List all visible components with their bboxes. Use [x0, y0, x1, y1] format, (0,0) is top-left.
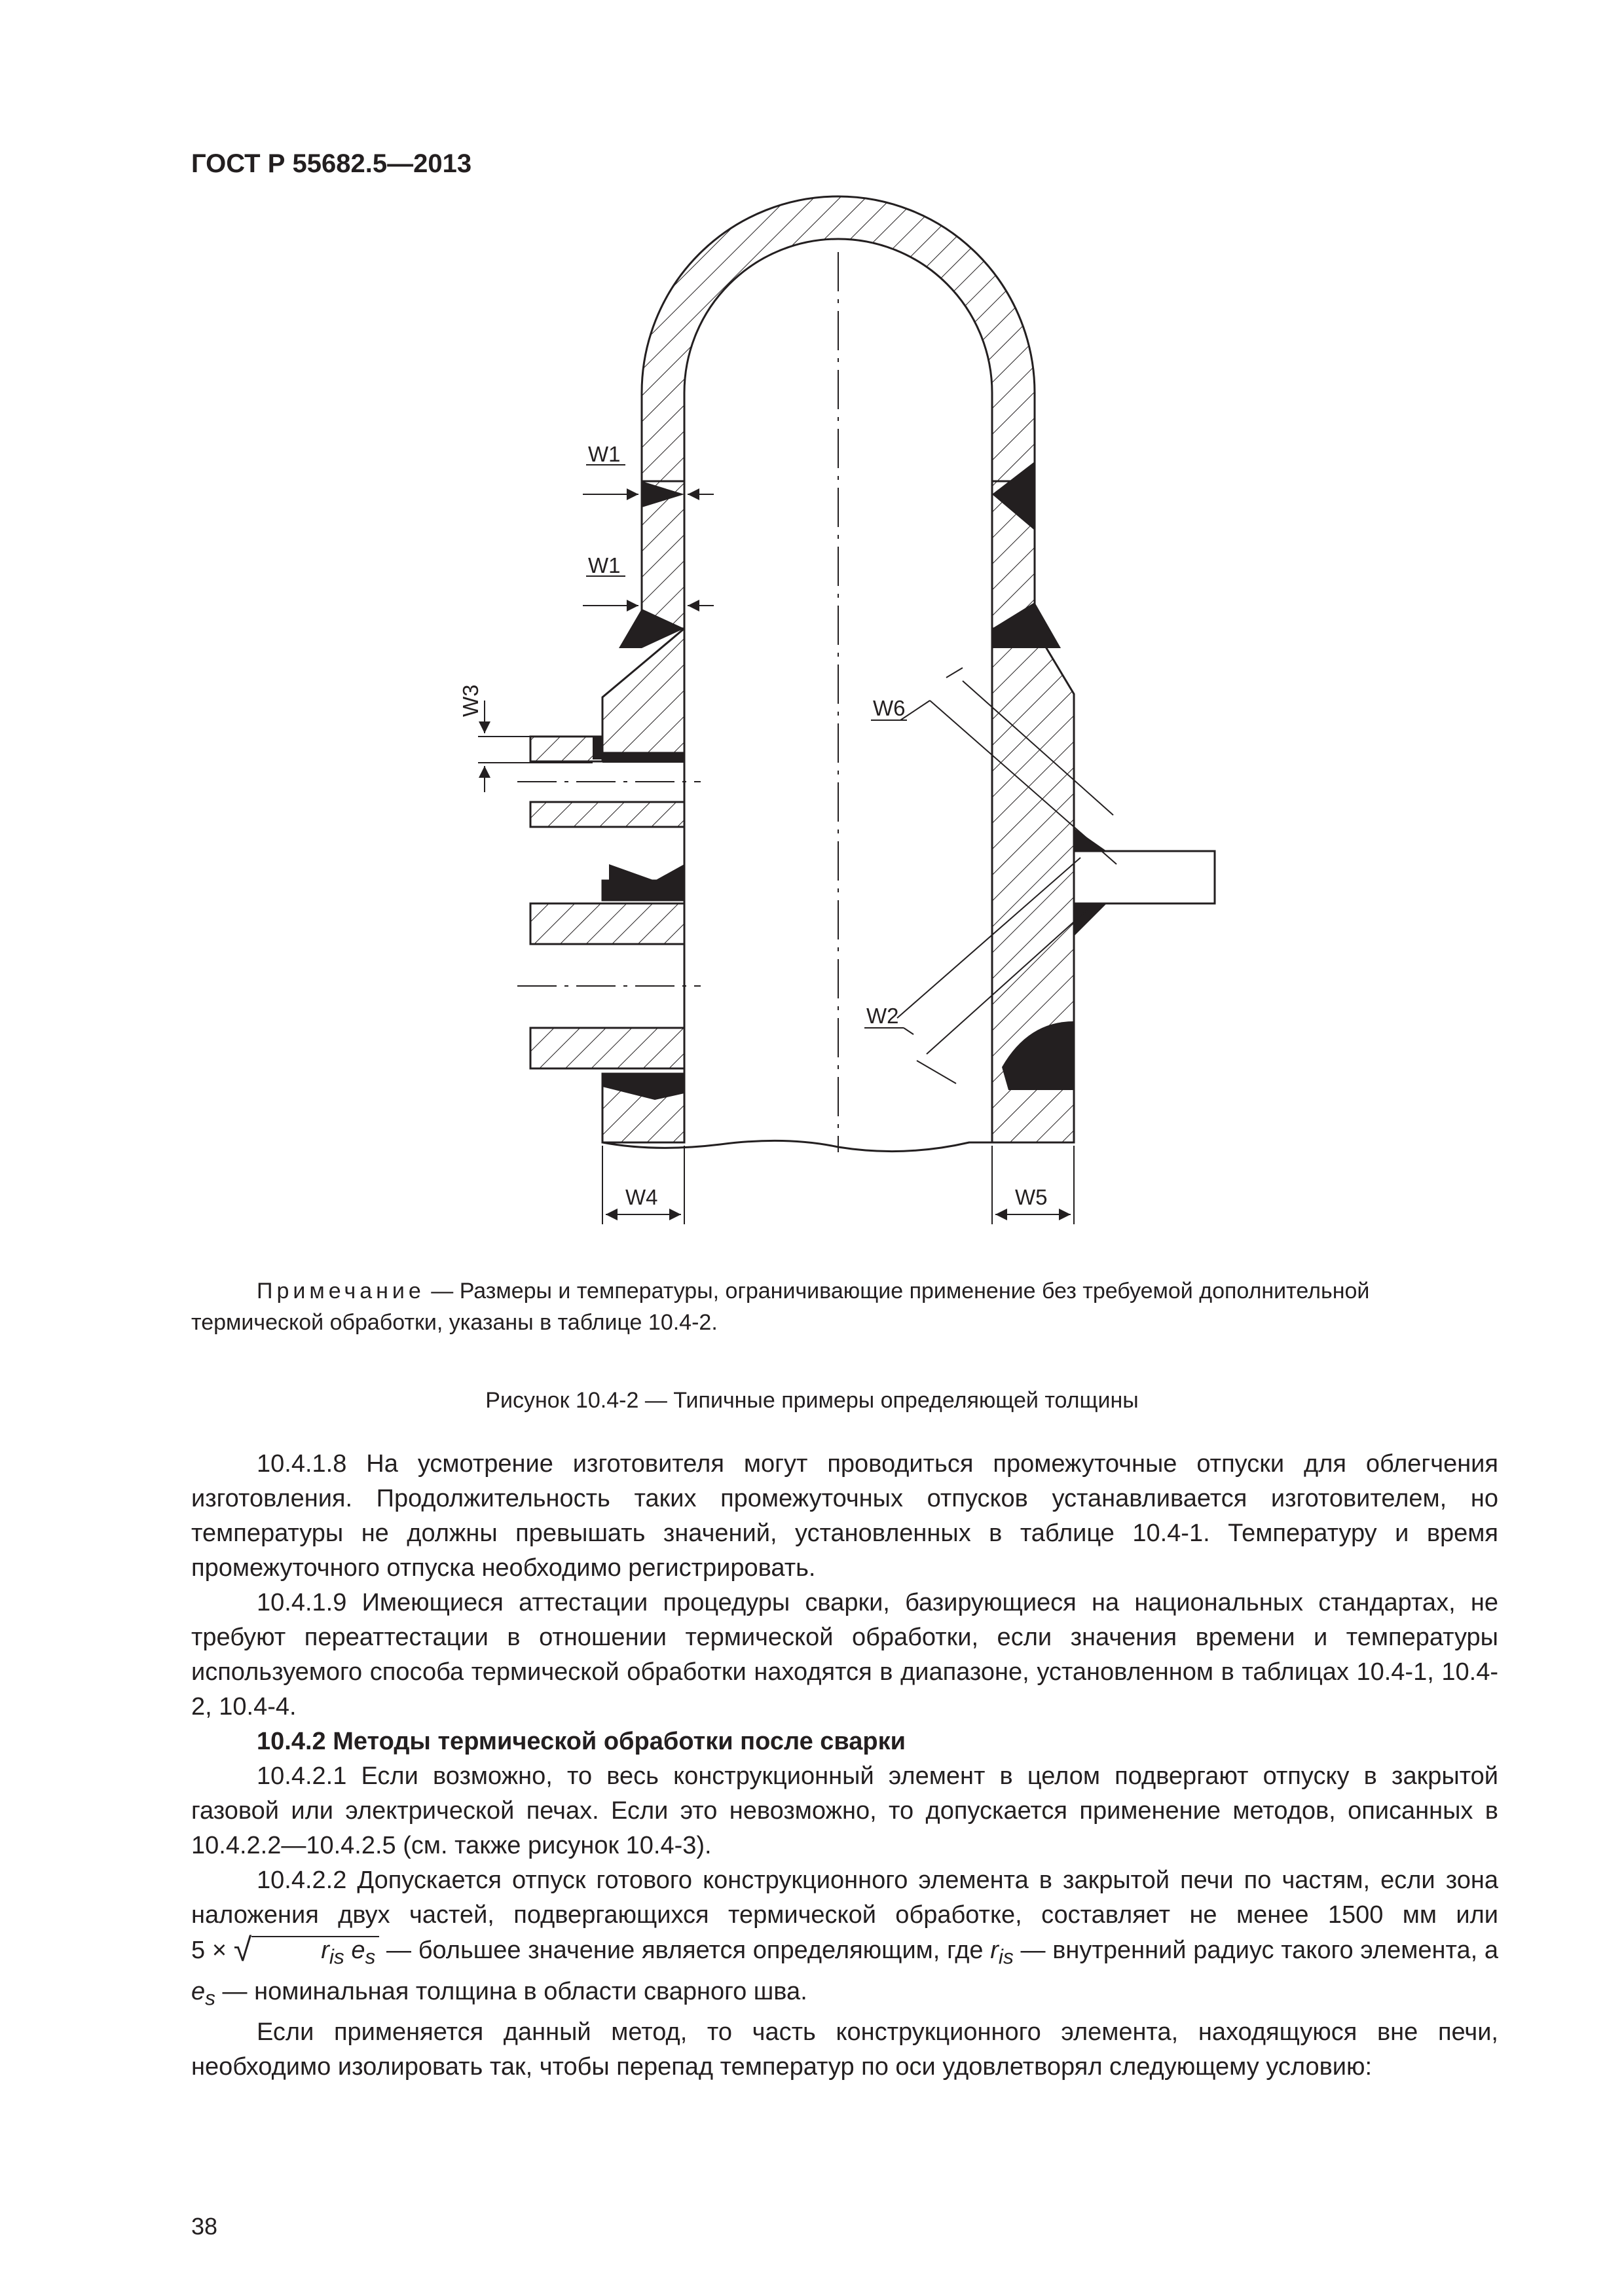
- paragraph-10-4-2-2: 10.4.2.2 Допускается отпуск готового конструкционного элемента в закрытой печи по частям, если зона наложения двух частей, подвергающихся термической обработке, составляет не менее 1500 мм или 5 × √ $r_{is}$ $e_s$ — большее значение является определяющим, где $r_{is}$ — внутренний радиус такого элемента, а $e_s$ — номинальная толщина в области сварного шва.: [191, 1867, 1498, 2010]
- weld-left-lower: [602, 881, 684, 900]
- formula-5x-sqrt: 5 × √ $r_{is}$ $e_s$: [191, 1937, 379, 1964]
- page-number: 38: [191, 2213, 218, 2240]
- label-w1-mid: W1: [588, 553, 621, 577]
- weld-right-fillet-bottom: [1074, 903, 1107, 936]
- nozzle-lower-top-wall: [530, 903, 684, 944]
- section-heading-10-4-2: 10.4.2 Методы термической обработки после сварки: [257, 1728, 906, 1755]
- note-text-line1: — Размеры и температуры, ограничивающие применение без требуемой дополнительной: [424, 1279, 1370, 1303]
- paragraph-10-4-1-8: 10.4.1.8 На усмотрение изготовителя могут проводиться промежуточные отпуски для облегчения изготовления. Продолжительность таких промежуточных отпусков устанавливается изготовителем, но температуры не должны превышать значений, установленных в таблице 10.4-1. Температуру и время промежуточного отпуска необходимо регистрировать.: [191, 1450, 1498, 1582]
- weld-w3: [593, 737, 602, 759]
- document-header: ГОСТ Р 55682.5—2013: [191, 149, 472, 178]
- label-w6: W6: [873, 696, 906, 720]
- nozzle-lower-bottom-wall: [530, 1028, 684, 1068]
- paragraph-10-4-1-9: 10.4.1.9 Имеющиеся аттестации процедуры сварки, базирующиеся на национальных стандартах, не требуют переаттестации в отношении термической обработки, если значения времени и температуры используемого способа термической обработки находятся в диапазоне, установленном в таблицах 10.4-1, 10.4-2, 10.4-4.: [191, 1589, 1498, 1721]
- label-w4: W4: [625, 1185, 658, 1209]
- note-label: Примечание: [257, 1279, 425, 1303]
- right-plate: [1074, 851, 1215, 903]
- label-w3: W3: [458, 684, 483, 717]
- label-w5: W5: [1015, 1185, 1048, 1209]
- nozzle-upper-top-wall: [530, 737, 602, 761]
- paragraph-10-4-2-1: 10.4.2.1 Если возможно, то весь конструкционный элемент в целом подвергают отпуску в закрытой газовой или электрической печах. Если это невозможно, то допускается применение методов, описанных в 10.4.2.2—10.4.2.5 (см. также рисунок 10.4-3).: [191, 1762, 1498, 1859]
- label-w2: W2: [866, 1004, 899, 1028]
- nozzle-upper-bottom-wall: [530, 802, 684, 827]
- figure-note: [191, 1275, 1498, 1338]
- body-text: [191, 1447, 1498, 2085]
- figure-caption: Рисунок 10.4-2 — Типичные примеры определяющей толщины: [485, 1388, 1139, 1413]
- paragraph-insulation: Если применяется данный метод, то часть конструкционного элемента, находящуюся вне печи, необходимо изолировать так, чтобы перепад температур по оси удовлетворял следующему условию:: [191, 2018, 1498, 2081]
- label-w1-top: W1: [588, 442, 621, 466]
- note-text-line2: термической обработки, указаны в таблице 10.4-2.: [191, 1310, 718, 1335]
